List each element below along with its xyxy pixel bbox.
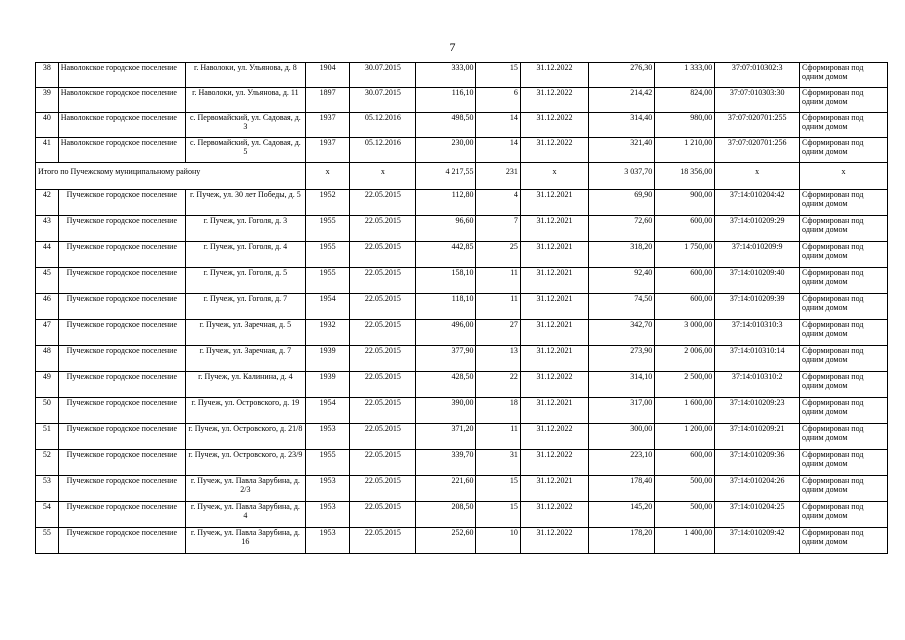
cadastre-cell: 37:14:010310:3 [715,320,800,346]
cadastre-cell: 37:14:010204:26 [715,476,800,502]
cost-cell: 1 333,00 [655,63,715,88]
cadastre-cell: 37:14:010209:29 [715,216,800,242]
cost-cell: 1 210,00 [655,138,715,163]
table-row [36,113,888,138]
method-cell: Сформирован под одним домом [800,502,888,528]
plan-date-cell: 31.12.2021 [520,216,588,242]
date-cell: 22.05.2015 [350,372,416,398]
people-cell: 11 [476,268,520,294]
table-row [36,63,888,88]
method-cell: Сформирован под одним домом [800,242,888,268]
row-number: 53 [36,476,59,502]
plan-date-cell: 31.12.2022 [520,424,588,450]
plan-date-cell: 31.12.2022 [520,113,588,138]
address-cell: г. Наволоки, ул. Ульянова, д. 11 [185,88,305,113]
year-cell: 1939 [305,372,349,398]
year-cell: 1954 [305,398,349,424]
row-number: 46 [36,294,59,320]
row-number: 40 [36,113,59,138]
area2-cell: 223,10 [589,450,655,476]
row-number: 39 [36,88,59,113]
plan-date-cell: 31.12.2021 [520,398,588,424]
date-cell: 22.05.2015 [350,320,416,346]
cadastre-cell: 37:14:010310:14 [715,346,800,372]
address-cell: с. Первомайский, ул. Садовая, д. 3 [185,113,305,138]
table-row [36,88,888,113]
date-cell: 22.05.2015 [350,502,416,528]
address-cell: г. Пучеж, ул. Заречная, д. 5 [185,320,305,346]
municipality-cell: Пучежское городское поселение [58,190,185,216]
table-row [36,138,888,163]
municipality-cell: Пучежское городское поселение [58,528,185,554]
plan-date-cell: 31.12.2021 [520,346,588,372]
date-cell: 22.05.2015 [350,424,416,450]
municipality-cell: Наволокское городское поселение [58,113,185,138]
area2-cell: 214,42 [589,88,655,113]
area2-cell: 145,20 [589,502,655,528]
area2-cell: 318,20 [589,242,655,268]
year-cell: 1937 [305,138,349,163]
address-cell: г. Пучеж, ул. 30 лет Победы, д. 5 [185,190,305,216]
people-cell: 14 [476,138,520,163]
date-cell: 05.12.2016 [350,138,416,163]
cadastre-cell: 37:07:010302:3 [715,63,800,88]
table-section-total [36,163,888,190]
table-section-navoloki [36,63,888,163]
total-cost: 18 356,00 [655,163,715,190]
area-cell: 118,10 [416,294,476,320]
people-cell: 15 [476,63,520,88]
people-cell: 10 [476,528,520,554]
plan-date-cell: 31.12.2022 [520,502,588,528]
people-cell: 14 [476,113,520,138]
method-cell: Сформирован под одним домом [800,190,888,216]
year-cell: 1953 [305,502,349,528]
total-plan-date: х [520,163,588,190]
cost-cell: 2 500,00 [655,372,715,398]
cadastre-cell: 37:07:020701:256 [715,138,800,163]
page-number: 7 [449,40,456,54]
area2-cell: 321,40 [589,138,655,163]
address-cell: с. Первомайский, ул. Садовая, д. 5 [185,138,305,163]
date-cell: 30.07.2015 [350,63,416,88]
plan-date-cell: 31.12.2021 [520,294,588,320]
cost-cell: 600,00 [655,268,715,294]
address-cell: г. Пучеж, ул. Гоголя, д. 5 [185,268,305,294]
method-cell: Сформирован под одним домом [800,138,888,163]
people-cell: 11 [476,294,520,320]
cadastre-cell: 37:14:010209:40 [715,268,800,294]
table-row [36,242,888,268]
area-cell: 498,50 [416,113,476,138]
table-row [36,502,888,528]
method-cell: Сформирован под одним домом [800,476,888,502]
cost-cell: 600,00 [655,450,715,476]
cost-cell: 1 200,00 [655,424,715,450]
date-cell: 30.07.2015 [350,88,416,113]
row-number: 51 [36,424,59,450]
total-method: х [800,163,888,190]
address-cell: г. Наволоки, ул. Ульянова, д. 8 [185,63,305,88]
date-cell: 22.05.2015 [350,190,416,216]
total-year: х [305,163,349,190]
cadastre-cell: 37:14:010209:42 [715,528,800,554]
area-cell: 116,10 [416,88,476,113]
year-cell: 1952 [305,190,349,216]
municipality-cell: Пучежское городское поселение [58,450,185,476]
year-cell: 1955 [305,242,349,268]
cost-cell: 2 006,00 [655,346,715,372]
municipality-cell: Пучежское городское поселение [58,502,185,528]
area-cell: 252,60 [416,528,476,554]
year-cell: 1897 [305,88,349,113]
row-number: 48 [36,346,59,372]
municipality-cell: Наволокское городское поселение [58,138,185,163]
area-cell: 208,50 [416,502,476,528]
address-cell: г. Пучеж, ул. Островского, д. 19 [185,398,305,424]
people-cell: 13 [476,346,520,372]
cost-cell: 500,00 [655,502,715,528]
row-number: 49 [36,372,59,398]
cost-cell: 1 400,00 [655,528,715,554]
year-cell: 1953 [305,476,349,502]
area-cell: 496,00 [416,320,476,346]
municipality-cell: Пучежское городское поселение [58,294,185,320]
area2-cell: 342,70 [589,320,655,346]
year-cell: 1939 [305,346,349,372]
plan-date-cell: 31.12.2022 [520,138,588,163]
cadastre-cell: 37:07:010303:30 [715,88,800,113]
housing-table [35,62,888,554]
plan-date-cell: 31.12.2022 [520,528,588,554]
people-cell: 15 [476,502,520,528]
total-date: х [350,163,416,190]
total-area: 4 217,55 [416,163,476,190]
table-row [36,424,888,450]
date-cell: 22.05.2015 [350,450,416,476]
table-row [36,268,888,294]
method-cell: Сформирован под одним домом [800,268,888,294]
year-cell: 1932 [305,320,349,346]
year-cell: 1953 [305,424,349,450]
area2-cell: 273,90 [589,346,655,372]
municipality-cell: Пучежское городское поселение [58,320,185,346]
row-number: 41 [36,138,59,163]
area2-cell: 317,00 [589,398,655,424]
plan-date-cell: 31.12.2022 [520,63,588,88]
people-cell: 27 [476,320,520,346]
cadastre-cell: 37:14:010209:23 [715,398,800,424]
date-cell: 22.05.2015 [350,398,416,424]
method-cell: Сформирован под одним домом [800,424,888,450]
plan-date-cell: 31.12.2021 [520,190,588,216]
cost-cell: 824,00 [655,88,715,113]
method-cell: Сформирован под одним домом [800,346,888,372]
area-cell: 371,20 [416,424,476,450]
row-number: 55 [36,528,59,554]
municipality-cell: Наволокское городское поселение [58,63,185,88]
table-row [36,294,888,320]
year-cell: 1953 [305,528,349,554]
method-cell: Сформирован под одним домом [800,450,888,476]
year-cell: 1955 [305,450,349,476]
total-cadastre: х [715,163,800,190]
municipality-cell: Пучежское городское поселение [58,242,185,268]
date-cell: 22.05.2015 [350,476,416,502]
plan-date-cell: 31.12.2021 [520,242,588,268]
area-cell: 377,90 [416,346,476,372]
row-number: 47 [36,320,59,346]
people-cell: 11 [476,424,520,450]
plan-date-cell: 31.12.2021 [520,320,588,346]
total-area2: 3 037,70 [589,163,655,190]
people-cell: 15 [476,476,520,502]
cadastre-cell: 37:14:010204:25 [715,502,800,528]
date-cell: 22.05.2015 [350,268,416,294]
year-cell: 1955 [305,216,349,242]
area2-cell: 72,60 [589,216,655,242]
method-cell: Сформирован под одним домом [800,216,888,242]
municipality-cell: Пучежское городское поселение [58,476,185,502]
cost-cell: 3 000,00 [655,320,715,346]
municipality-cell: Наволокское городское поселение [58,88,185,113]
address-cell: г. Пучеж, ул. Заречная, д. 7 [185,346,305,372]
area-cell: 428,50 [416,372,476,398]
plan-date-cell: 31.12.2021 [520,268,588,294]
people-cell: 22 [476,372,520,398]
people-cell: 18 [476,398,520,424]
year-cell: 1954 [305,294,349,320]
address-cell: г. Пучеж, ул. Павла Зарубина, д. 4 [185,502,305,528]
cadastre-cell: 37:14:010209:36 [715,450,800,476]
total-row [36,163,888,190]
cadastre-cell: 37:14:010209:21 [715,424,800,450]
municipality-cell: Пучежское городское поселение [58,372,185,398]
year-cell: 1937 [305,113,349,138]
table-row [36,528,888,554]
cadastre-cell: 37:14:010310:2 [715,372,800,398]
method-cell: Сформирован под одним домом [800,88,888,113]
people-cell: 31 [476,450,520,476]
row-number: 54 [36,502,59,528]
total-label: Итого по Пучежскому муниципальному району [36,163,306,190]
people-cell: 25 [476,242,520,268]
cost-cell: 1 600,00 [655,398,715,424]
area-cell: 339,70 [416,450,476,476]
area-cell: 390,00 [416,398,476,424]
table-row [36,372,888,398]
address-cell: г. Пучеж, ул. Гоголя, д. 3 [185,216,305,242]
cost-cell: 900,00 [655,190,715,216]
plan-date-cell: 31.12.2022 [520,372,588,398]
year-cell: 1904 [305,63,349,88]
address-cell: г. Пучеж, ул. Павла Зарубина, д. 16 [185,528,305,554]
date-cell: 22.05.2015 [350,346,416,372]
row-number: 52 [36,450,59,476]
plan-date-cell: 31.12.2022 [520,450,588,476]
area2-cell: 276,30 [589,63,655,88]
area2-cell: 300,00 [589,424,655,450]
area-cell: 442,85 [416,242,476,268]
method-cell: Сформирован под одним домом [800,294,888,320]
area-cell: 230,00 [416,138,476,163]
date-cell: 22.05.2015 [350,242,416,268]
area-cell: 112,80 [416,190,476,216]
cadastre-cell: 37:14:010209:39 [715,294,800,320]
year-cell: 1955 [305,268,349,294]
people-cell: 4 [476,190,520,216]
area2-cell: 178,40 [589,476,655,502]
row-number: 50 [36,398,59,424]
municipality-cell: Пучежское городское поселение [58,346,185,372]
area2-cell: 314,40 [589,113,655,138]
address-cell: г. Пучеж, ул. Павла Зарубина, д. 2/3 [185,476,305,502]
plan-date-cell: 31.12.2022 [520,88,588,113]
row-number: 43 [36,216,59,242]
method-cell: Сформирован под одним домом [800,372,888,398]
row-number: 42 [36,190,59,216]
area2-cell: 178,20 [589,528,655,554]
date-cell: 22.05.2015 [350,528,416,554]
municipality-cell: Пучежское городское поселение [58,216,185,242]
date-cell: 22.05.2015 [350,216,416,242]
row-number: 45 [36,268,59,294]
cost-cell: 600,00 [655,294,715,320]
area-cell: 158,10 [416,268,476,294]
method-cell: Сформирован под одним домом [800,113,888,138]
row-number: 44 [36,242,59,268]
table-row [36,450,888,476]
cost-cell: 500,00 [655,476,715,502]
cadastre-cell: 37:07:020701:255 [715,113,800,138]
cadastre-cell: 37:14:010209:9 [715,242,800,268]
cost-cell: 980,00 [655,113,715,138]
people-cell: 6 [476,88,520,113]
area2-cell: 92,40 [589,268,655,294]
cadastre-cell: 37:14:010204:42 [715,190,800,216]
table-row [36,320,888,346]
total-people: 231 [476,163,520,190]
table-row [36,190,888,216]
date-cell: 05.12.2016 [350,113,416,138]
address-cell: г. Пучеж, ул. Островского, д. 23/9 [185,450,305,476]
people-cell: 7 [476,216,520,242]
table-row [36,216,888,242]
municipality-cell: Пучежское городское поселение [58,398,185,424]
municipality-cell: Пучежское городское поселение [58,268,185,294]
table-row [36,346,888,372]
date-cell: 22.05.2015 [350,294,416,320]
method-cell: Сформирован под одним домом [800,528,888,554]
table-row [36,398,888,424]
municipality-cell: Пучежское городское поселение [58,424,185,450]
area-cell: 96,60 [416,216,476,242]
address-cell: г. Пучеж, ул. Островского, д. 21/8 [185,424,305,450]
area-cell: 221,60 [416,476,476,502]
table-row [36,476,888,502]
address-cell: г. Пучеж, ул. Гоголя, д. 7 [185,294,305,320]
address-cell: г. Пучеж, ул. Гоголя, д. 4 [185,242,305,268]
method-cell: Сформирован под одним домом [800,398,888,424]
area-cell: 333,00 [416,63,476,88]
area2-cell: 69,90 [589,190,655,216]
address-cell: г. Пучеж, ул. Калинина, д. 4 [185,372,305,398]
method-cell: Сформирован под одним домом [800,63,888,88]
area2-cell: 74,50 [589,294,655,320]
table-section-puchezh [36,190,888,554]
plan-date-cell: 31.12.2021 [520,476,588,502]
row-number: 38 [36,63,59,88]
method-cell: Сформирован под одним домом [800,320,888,346]
cost-cell: 600,00 [655,216,715,242]
cost-cell: 1 750,00 [655,242,715,268]
area2-cell: 314,10 [589,372,655,398]
